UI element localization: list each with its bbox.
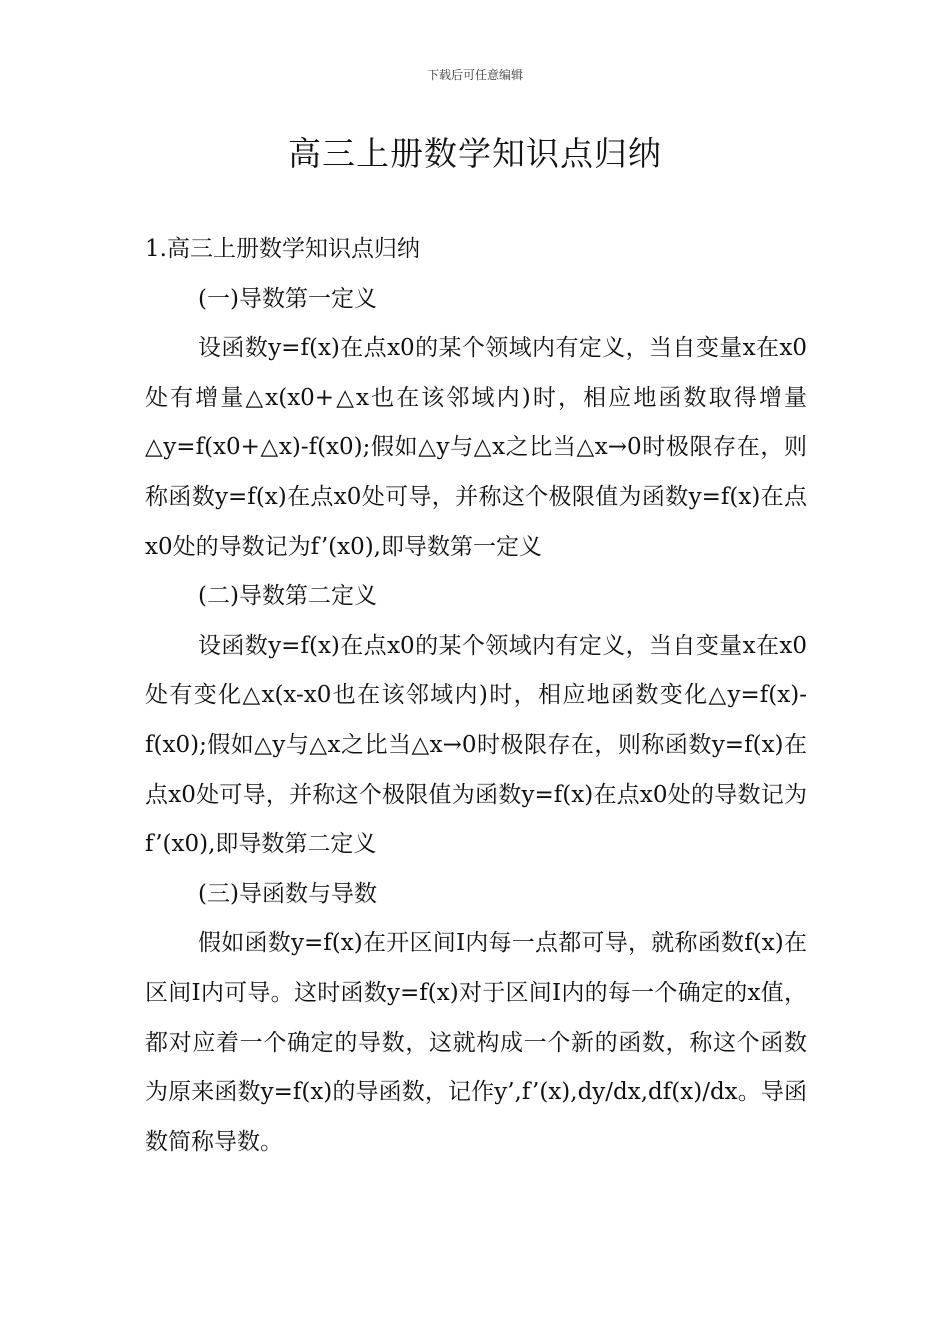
subsection-heading-3: (三)导函数与导数 — [198, 880, 377, 907]
page-header: 下载后可任意编辑 — [426, 68, 523, 82]
subsection-heading-1: (一)导数第一定义 — [198, 285, 377, 312]
subsection-heading-2: (二)导数第二定义 — [198, 583, 377, 610]
document-body — [145, 225, 807, 1167]
paragraph-2: 设函数y=f(x)在点x0的某个领域内有定义，当自变量x在x0处有变化△x(x-x0也在该邻域内)时，相应地函数变化△y=f(x)-f(x0);假如△y与△x之比当△x→0时极限存在，则称函数y=f(x)在点x0处可导，并称这个极限值为函数y=f(x)在点x0处的导数记为f’(x0),即导数第二定义 — [145, 632, 807, 858]
paragraph-1: 设函数y=f(x)在点x0的某个领域内有定义，当自变量x在x0处有增量△x(x0+△x也在该邻域内)时，相应地函数取得增量△y=f(x0+△x)-f(x0);假如△y与△x之比当△x→0时极限存在，则称函数y=f(x)在点x0处可导，并称这个极限值为函数y=f(x)在点x0处的导数记为f’(x0),即导数第一定义 — [145, 335, 807, 560]
section-heading: 1.高三上册数学知识点归纳 — [145, 236, 420, 262]
document-title: 高三上册数学知识点归纳 — [288, 134, 662, 173]
paragraph-3: 假如函数y=f(x)在开区间I内每一点都可导，就称函数f(x)在区间I内可导。这时函数y=f(x)对于区间I内的每一个确定的x值，都对应着一个确定的导数，这就构成一个新的函数，称这个函数为原来函数y=f(x)的导函数，记作y’,f’(x),dy/dx,df(x)/dx。导函数简称导数。 — [145, 930, 807, 1155]
